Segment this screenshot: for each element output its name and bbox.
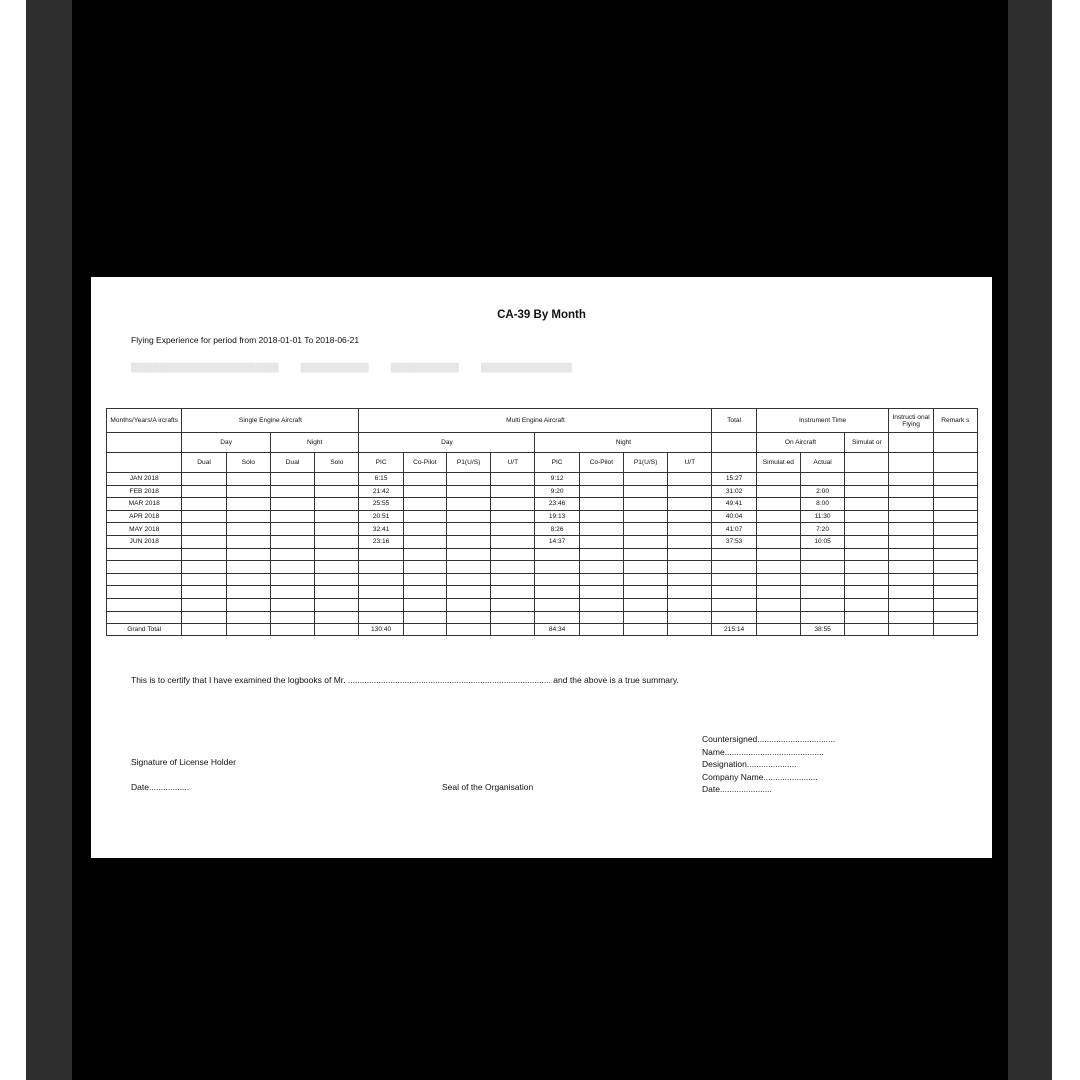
grand-total-actual: 38:55 (800, 624, 844, 636)
outer-frame-left (0, 0, 26, 1080)
cell-me-night-pic: 14:37 (535, 535, 579, 548)
flying-experience-table (106, 408, 978, 636)
instrument-time-header: Instrument Time (756, 409, 889, 433)
countersigned-line: Countersigned................................. (702, 734, 836, 744)
table-row (107, 498, 978, 511)
cell-me-day-pic: 32:41 (359, 523, 403, 536)
date-left: Date................. (131, 782, 190, 792)
cell-month: JUN 2018 (107, 535, 182, 548)
outer-frame-right (1052, 0, 1080, 1080)
se-day-dual-header: Dual (182, 453, 226, 473)
me-night-pic-header: PIC (535, 453, 579, 473)
simulator-header: Simulat or (845, 433, 889, 453)
me-day-header: Day (359, 433, 535, 453)
me-night-header: Night (535, 433, 712, 453)
cell-month: APR 2018 (107, 510, 182, 523)
cell-month: JAN 2018 (107, 473, 182, 486)
cell-actual: 7:20 (800, 523, 844, 536)
me-day-p1us-header: P1(U/S) (446, 453, 490, 473)
table-row (107, 548, 978, 561)
cell-month: MAY 2018 (107, 523, 182, 536)
table-row (107, 586, 978, 599)
grand-total-total: 215:14 (712, 624, 756, 636)
me-day-ut-header: U/T (491, 453, 535, 473)
cell-total: 15:27 (712, 473, 756, 486)
se-night-dual-header: Dual (270, 453, 314, 473)
actual-header: Actual (800, 453, 844, 473)
me-night-p1us-header: P1(U/S) (623, 453, 667, 473)
grand-total-label: Grand Total (107, 624, 182, 636)
company-name-line: Company Name....................... (702, 771, 818, 782)
cell-total: 37:53 (712, 535, 756, 548)
cell-total: 49:41 (712, 498, 756, 511)
table-row (107, 573, 978, 586)
table-row (107, 611, 978, 624)
se-day-solo-header: Solo (226, 453, 270, 473)
me-night-ut-header: U/T (668, 453, 712, 473)
se-day-header: Day (182, 433, 271, 453)
cell-me-day-pic: 20:51 (359, 510, 403, 523)
dark-side-bar-left (26, 0, 72, 1080)
period-text: Flying Experience for period from 2018-01-01 To 2018-06-21 (131, 335, 360, 345)
se-night-solo-header: Solo (315, 453, 359, 473)
cell-total: 40:04 (712, 510, 756, 523)
cell-actual (800, 473, 844, 486)
name-line: Name.......................................... (702, 746, 824, 757)
cell-me-night-pic: 23:46 (535, 498, 579, 511)
table-row (107, 473, 978, 486)
on-aircraft-header: On Aircraft (756, 433, 845, 453)
cell-month: FEB 2018 (107, 485, 182, 498)
countersign-block (702, 733, 835, 796)
grand-total-me-day-pic: 130:40 (359, 624, 403, 636)
table-header-row-1 (107, 409, 978, 433)
me-night-copilot-header: Co-Pilot (579, 453, 623, 473)
cell-total: 31:02 (712, 485, 756, 498)
table-row (107, 561, 978, 574)
multi-engine-header: Multi Engine Aircraft (359, 409, 712, 433)
cell-me-day-pic: 23:16 (359, 535, 403, 548)
cell-me-day-pic: 6:15 (359, 473, 403, 486)
cell-me-night-pic: 9:20 (535, 485, 579, 498)
certification-text: This is to certify that I have examined the logbooks of Mr. ...................................................................................... and the above is a true summary. (131, 675, 679, 685)
table-row (107, 485, 978, 498)
table-row (107, 535, 978, 548)
designation-line: Designation..................... (702, 759, 797, 769)
cell-month: MAR 2018 (107, 498, 182, 511)
table-row (107, 510, 978, 523)
table-header-row-3 (107, 453, 978, 473)
se-night-header: Night (270, 433, 359, 453)
date-right-line: Date...................... (702, 784, 772, 794)
remarks-header: Remark s (933, 409, 977, 433)
seal-label: Seal of the Organisation (442, 782, 534, 792)
cell-actual: 11:30 (800, 510, 844, 523)
cell-me-day-pic: 21:42 (359, 485, 403, 498)
cell-me-night-pic: 9:12 (535, 473, 579, 486)
cell-total: 41:07 (712, 523, 756, 536)
single-engine-header: Single Engine Aircraft (182, 409, 359, 433)
logbook-sheet (91, 277, 992, 858)
total-header: Total (712, 409, 756, 433)
cell-me-night-pic: 8:26 (535, 523, 579, 536)
instructional-flying-header: Instructi onal Flying (889, 409, 933, 433)
cell-actual: 10:05 (800, 535, 844, 548)
grand-total-me-night-pic: 84:34 (535, 624, 579, 636)
table-body (107, 473, 978, 624)
table-header-row-2 (107, 433, 978, 453)
signature-label: Signature of License Holder (131, 757, 236, 767)
simulated-header: Simulat ed (756, 453, 800, 473)
table-row (107, 598, 978, 611)
table-row (107, 523, 978, 536)
grand-total-row (107, 624, 978, 636)
me-day-copilot-header: Co-Pilot (403, 453, 446, 473)
cell-actual: 8:00 (800, 498, 844, 511)
me-day-pic-header: PIC (359, 453, 403, 473)
months-header: Months/Years/A ircrafts (107, 409, 182, 433)
cell-me-night-pic: 19:13 (535, 510, 579, 523)
cell-actual: 2:00 (800, 485, 844, 498)
dark-side-bar-right (1008, 0, 1052, 1080)
redacted-info-line: ██████████████████████████ ████████████ ████████████ ████████████████ (131, 363, 572, 372)
cell-me-day-pic: 25:55 (359, 498, 403, 511)
page-title: CA-39 By Month (497, 309, 586, 321)
